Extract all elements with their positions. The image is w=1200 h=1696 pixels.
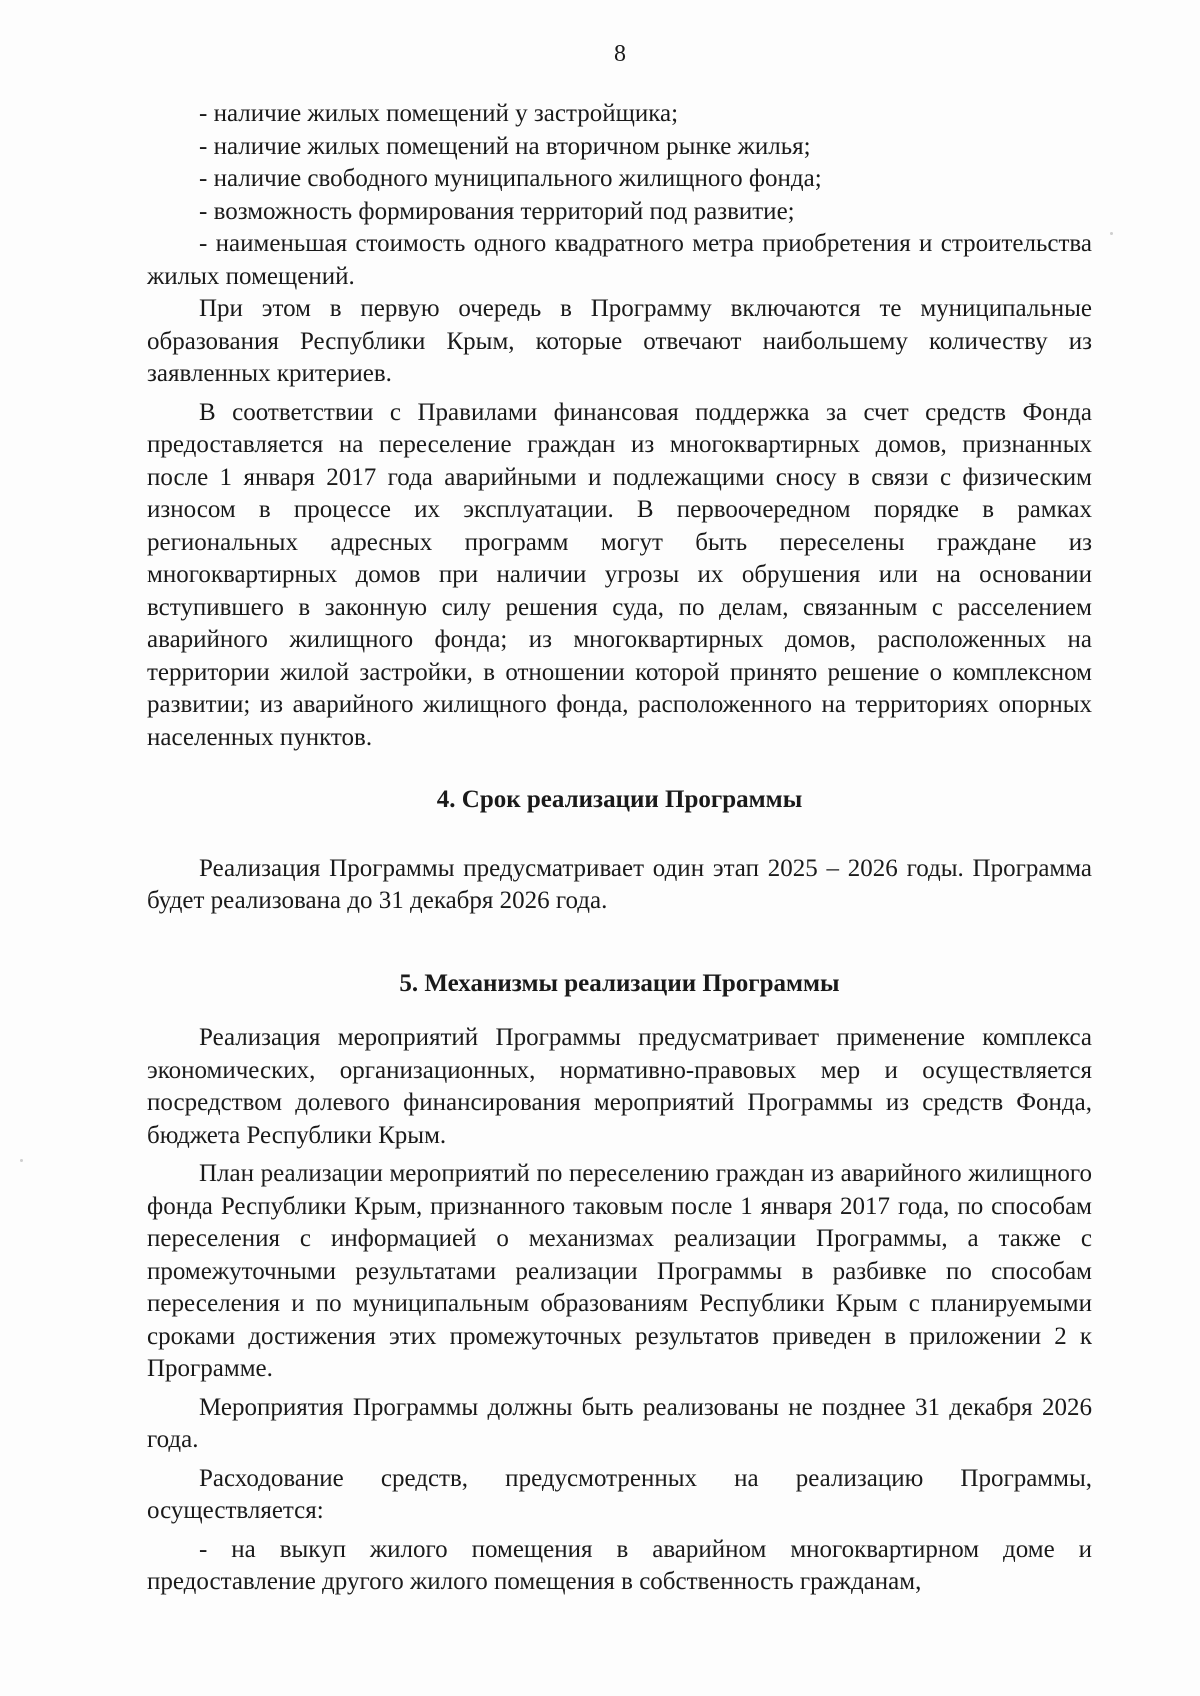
section-heading-implementation-mechanisms: 5. Механизмы реализации Программы: [399, 969, 840, 997]
scan-artifact: [20, 1159, 23, 1162]
paragraph-program-stage: Реализация Программы предусматривает один этап 2025 – 2026 годы. Программа будет реализована до 31 декабря 2026 года.: [147, 854, 1092, 914]
page-number: 8: [614, 41, 626, 67]
scan-artifact: [1110, 232, 1113, 235]
section-heading-program-term: 4. Срок реализации Программы: [436, 786, 803, 813]
paragraph-spending: Расходование средств, предусмотренных на реализацию Программы, осуществляется:: [147, 1464, 1092, 1524]
paragraph-financial-support-rules: В соответствии с Правилами финансовая поддержка за счет средств Фонда предоставляется на переселение граждан из многоквартирных домов, признанных после 1 января 2017 года аварийными и подлежащими сносу в связи с физическим износом в процессе их эксплуатации. В первоочередном порядке в рамках региональных адресных программ могут быть переселены граждане из многоквартирных домов при наличии угрозы их обрушения или на основании вступившего в законную силу решения суда, по делам, связанным с расселением аварийного жилищного фонда; из многоквартирных домов, расположенных на территории жилой застройки, в отношении которой принято решение о комплексном развитии; из аварийного жилищного фонда, расположенного на территориях опорных населенных пунктов.: [147, 398, 1092, 751]
paragraph-priority-criteria: При этом в первую очередь в Программу включаются те муниципальные образования Республики Крым, которые отвечают наибольшему количеству из заявленных критериев.: [147, 295, 1092, 387]
list-item-buyout: - на выкуп жилого помещения в аварийном многоквартирном доме и предоставление другого жилого помещения в собственность гражданам,: [147, 1535, 1092, 1595]
list-item-secondary-market: - наличие жилых помещений на вторичном рынке жилья;: [199, 132, 811, 160]
list-item-lowest-cost: - наименьшая стоимость одного квадратного метра приобретения и строительства жилых помещений.: [147, 230, 1092, 290]
list-item-territory-development: - возможность формирования территорий под развитие;: [199, 197, 795, 225]
paragraph-implementation-measures: Реализация мероприятий Программы предусматривает применение комплекса экономических, организационных, нормативно-правовых мер и осуществляется посредством долевого финансирования мероприятий Программы из средств Фонда, бюджета Республики Крым.: [147, 1024, 1092, 1149]
paragraph-deadline: Мероприятия Программы должны быть реализованы не позднее 31 декабря 2026 года.: [147, 1393, 1092, 1453]
list-item-municipal-fund: - наличие свободного муниципального жилищного фонда;: [199, 165, 822, 192]
paragraph-resettlement-plan: План реализации мероприятий по переселению граждан из аварийного жилищного фонда Республики Крым, признанного таковым после 1 января 2017 года, по способам переселения с информацией о механизмах реализации Программы, а также с промежуточными результатами реализации Программы в разбивке по способам переселения и по муниципальным образованиям Республики Крым с планируемыми сроками достижения этих промежуточных результатов приведен в приложении 2 к Программе.: [147, 1160, 1092, 1382]
list-item-developer-housing: - наличие жилых помещений у застройщика;: [199, 100, 679, 127]
document-body: [147, 98, 1092, 1599]
